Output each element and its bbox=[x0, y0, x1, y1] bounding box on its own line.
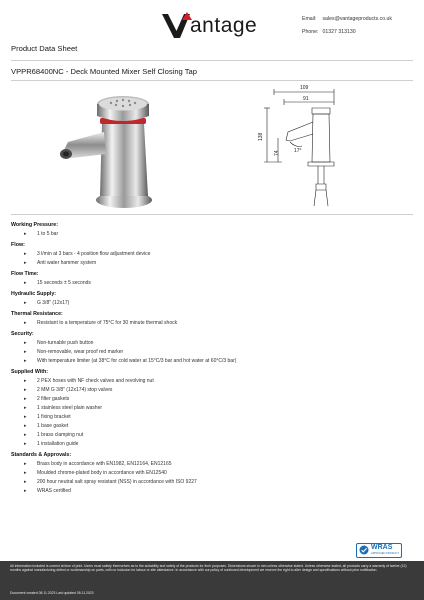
wras-sublabel: APPROVED PRODUCT bbox=[371, 552, 399, 555]
spec-list bbox=[11, 319, 411, 328]
spec-heading: Security: bbox=[11, 331, 34, 337]
spec-item-text: 15 seconds ± 5 seconds bbox=[37, 280, 91, 286]
phone-number: 01327 313130 bbox=[322, 29, 356, 35]
spec-item bbox=[11, 377, 411, 386]
spec-item bbox=[11, 440, 411, 449]
divider bbox=[11, 214, 413, 215]
wras-badge bbox=[356, 543, 402, 558]
spec-item-text: 1 to 5 bar bbox=[37, 231, 59, 237]
spec-heading: Flow: bbox=[11, 242, 25, 248]
spec-item-text: Non-turnable push button bbox=[37, 340, 94, 346]
bullet-arrow-icon: ▸ bbox=[24, 432, 27, 438]
dim-overall-width: 109 bbox=[300, 85, 309, 91]
spec-item-text: Moulded chrome-plated body in accordance with EN12540 bbox=[37, 470, 167, 476]
bullet-arrow-icon: ▸ bbox=[24, 405, 27, 411]
spec-heading: Working Pressure: bbox=[11, 222, 58, 228]
dim-angle: 17° bbox=[294, 148, 302, 154]
dim-spout-height: 74 bbox=[274, 150, 280, 156]
divider bbox=[11, 60, 413, 61]
spec-item bbox=[11, 357, 411, 366]
spec-list bbox=[11, 279, 411, 288]
logo-v-mark-icon bbox=[160, 8, 194, 42]
spec-section bbox=[11, 271, 411, 288]
spec-heading: Standards & Approvals: bbox=[11, 452, 72, 458]
bullet-arrow-icon: ▸ bbox=[24, 340, 27, 346]
spec-list bbox=[11, 250, 411, 268]
bullet-arrow-icon: ▸ bbox=[24, 396, 27, 402]
spec-item bbox=[11, 279, 411, 288]
spec-item bbox=[11, 431, 411, 440]
spec-section bbox=[11, 331, 411, 366]
spec-heading: Supplied With: bbox=[11, 369, 49, 375]
vantage-logo bbox=[160, 8, 290, 42]
bullet-arrow-icon: ▸ bbox=[24, 461, 27, 467]
spec-list bbox=[11, 377, 411, 449]
bullet-arrow-icon: ▸ bbox=[24, 423, 27, 429]
spec-item bbox=[11, 422, 411, 431]
spec-section bbox=[11, 222, 411, 239]
spec-item-text: 2 filter gaskets bbox=[37, 396, 70, 402]
spec-item-text: Brass body in accordance with EN1982, EN12164, EN12165 bbox=[37, 461, 172, 467]
spec-section bbox=[11, 369, 411, 449]
bullet-arrow-icon: ▸ bbox=[24, 320, 27, 326]
spec-item bbox=[11, 386, 411, 395]
spec-item bbox=[11, 259, 411, 268]
spec-item-text: 1 fixing bracket bbox=[37, 414, 71, 420]
bullet-arrow-icon: ▸ bbox=[24, 387, 27, 393]
spec-item bbox=[11, 299, 411, 308]
bullet-arrow-icon: ▸ bbox=[24, 280, 27, 286]
email-label: Email: bbox=[302, 16, 317, 22]
footer-disclaimer: All information included is correct at time of print. Users must satisfy themselves as to the suitability and safety of the products for their purposes. Dimensions shown in mm unless otherwise stated. Unless otherwise stated, all products carry a warranty of twelve (12) months against manufacturing defect or workmanship on parts, with no inclusion for labour or site attendance. In accordance with our policy of continued development we reserve the right to alter design and specifications without prior notification. bbox=[10, 564, 407, 573]
spec-heading: Flow Time: bbox=[11, 271, 39, 277]
technical-drawing bbox=[250, 80, 350, 210]
spec-item bbox=[11, 404, 411, 413]
spec-item-text: Non-removable, wear proof red marker bbox=[37, 349, 124, 355]
spec-item-text: 1 installation guide bbox=[37, 441, 79, 447]
spec-item-text: 1 brass clamping nut bbox=[37, 432, 84, 438]
bullet-arrow-icon: ▸ bbox=[24, 488, 27, 494]
spec-item bbox=[11, 460, 411, 469]
product-title: VPPR68400NC - Deck Mounted Mixer Self Closing Tap bbox=[11, 67, 197, 76]
bullet-arrow-icon: ▸ bbox=[24, 260, 27, 266]
spec-list bbox=[11, 230, 411, 239]
bullet-arrow-icon: ▸ bbox=[24, 414, 27, 420]
dim-spout-width: 91 bbox=[303, 96, 309, 102]
contact-phone bbox=[302, 29, 356, 35]
bullet-arrow-icon: ▸ bbox=[24, 470, 27, 476]
product-photo bbox=[40, 84, 200, 212]
spec-item-text: 1 stainless steel plain washer bbox=[37, 405, 103, 411]
bullet-arrow-icon: ▸ bbox=[24, 349, 27, 355]
spec-item-text: 2 PEX hoses with NF check valves and revolving nut bbox=[37, 378, 154, 384]
spec-item-text: 200 hour neutral salt spray resistant (NSS) in accordance with ISO 9227 bbox=[37, 479, 197, 485]
spec-heading: Hydraulic Supply: bbox=[11, 291, 57, 297]
spec-section bbox=[11, 291, 411, 308]
footer-doc-info: Document created 08.11.2023 Last updated 08.11.2023 bbox=[10, 591, 94, 595]
spec-item-text: Anti water hammer system bbox=[37, 260, 97, 266]
bullet-arrow-icon: ▸ bbox=[24, 358, 27, 364]
spec-item bbox=[11, 478, 411, 487]
spec-section bbox=[11, 311, 411, 328]
spec-section bbox=[11, 452, 411, 496]
specifications bbox=[11, 222, 411, 499]
spec-item bbox=[11, 319, 411, 328]
spec-item-text: 3 l/min at 3 bars - 4 position flow adjustment device bbox=[37, 251, 151, 257]
spec-item bbox=[11, 250, 411, 259]
phone-label: Phone: bbox=[302, 29, 319, 35]
email-link[interactable]: sales@vantageproducts.co.uk bbox=[322, 16, 393, 22]
divider bbox=[11, 80, 413, 81]
spec-list bbox=[11, 299, 411, 308]
dim-height: 138 bbox=[258, 132, 264, 141]
bullet-arrow-icon: ▸ bbox=[24, 378, 27, 384]
spec-item-text: 1 base gasket bbox=[37, 423, 69, 429]
spec-item-text: 2 MM G 3/8" (12x174) stop valves bbox=[37, 387, 113, 393]
spec-item-text: Resistant to a temperature of 75°C for 30 minute thermal shock bbox=[37, 320, 178, 326]
spec-item bbox=[11, 413, 411, 422]
spec-item-text: G 3/8" (12x17) bbox=[37, 300, 70, 306]
spec-list bbox=[11, 339, 411, 366]
doc-type-heading: Product Data Sheet bbox=[11, 44, 78, 53]
spec-item bbox=[11, 230, 411, 239]
spec-item bbox=[11, 339, 411, 348]
wras-check-icon bbox=[358, 544, 370, 556]
spec-item-text: WRAS certified bbox=[37, 488, 71, 494]
bullet-arrow-icon: ▸ bbox=[24, 479, 27, 485]
contact-email bbox=[302, 16, 392, 22]
wras-label: WRAS bbox=[371, 544, 393, 551]
spec-item-text: With temperature limiter (at 38°C for cold water at 15°C/3 bar and hot water at 60°C/3 bar) bbox=[37, 358, 237, 364]
bullet-arrow-icon: ▸ bbox=[24, 300, 27, 306]
spec-list bbox=[11, 460, 411, 496]
spec-section bbox=[11, 242, 411, 268]
bullet-arrow-icon: ▸ bbox=[24, 231, 27, 237]
bullet-arrow-icon: ▸ bbox=[24, 251, 27, 257]
spec-item bbox=[11, 348, 411, 357]
logo-wordmark: antage bbox=[190, 14, 258, 37]
spec-heading: Thermal Resistance: bbox=[11, 311, 63, 317]
spec-item bbox=[11, 469, 411, 478]
footer bbox=[0, 561, 424, 600]
bullet-arrow-icon: ▸ bbox=[24, 441, 27, 447]
spec-item bbox=[11, 487, 411, 496]
spec-item bbox=[11, 395, 411, 404]
